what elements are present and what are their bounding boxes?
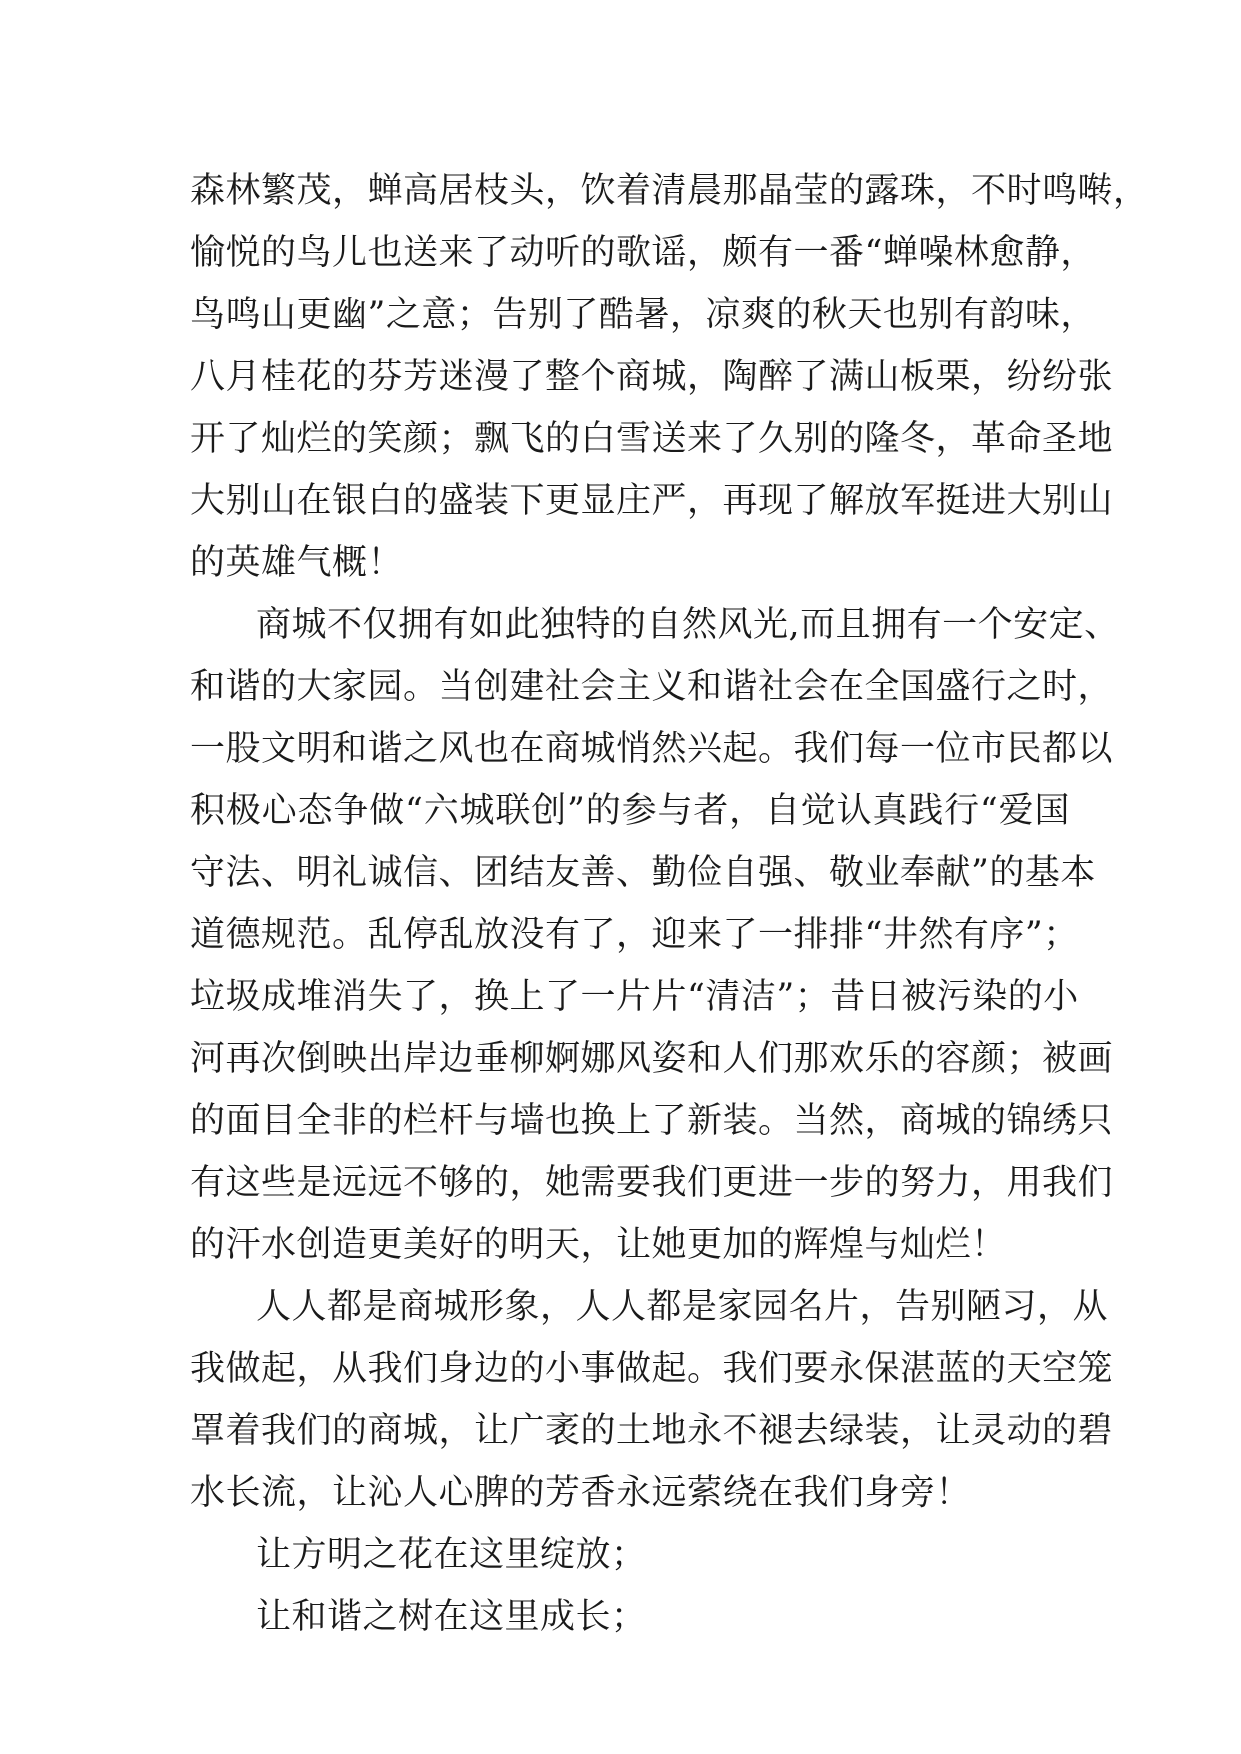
text-line: 罩着我们的商城，让广袤的土地永不褪去绿装，让灵动的碧: [190, 1411, 1114, 1451]
text-line: 水长流，让沁人心脾的芳香永远萦绕在我们身旁！: [190, 1473, 972, 1513]
text-line: 我做起，从我们身边的小事做起。我们要永保湛蓝的天空笼: [190, 1349, 1114, 1389]
text-line: 开了灿烂的笑颜；飘飞的白雪送来了久别的隆冬，革命圣地: [190, 419, 1114, 459]
text-line: 道德规范。乱停乱放没有了，迎来了一排排“井然有序”；: [190, 915, 1079, 955]
paragraph-start-line: 人人都是商城形象，人人都是家园名片，告别陋习，从: [256, 1287, 1109, 1327]
text-line: 的汗水创造更美好的明天，让她更加的辉煌与灿烂！: [190, 1225, 1007, 1265]
text-line: 八月桂花的芬芳迷漫了整个商城，陶醉了满山板栗，纷纷张: [190, 357, 1114, 397]
text-line: 愉悦的鸟儿也送来了动听的歌谣，颇有一番“蝉噪林愈静，: [190, 233, 1096, 273]
text-line: 和谐的大家园。当创建社会主义和谐社会在全国盛行之时，: [190, 667, 1114, 707]
text-line: 河再次倒映出岸边垂柳婀娜风姿和人们那欢乐的容颜；被画: [190, 1039, 1114, 1079]
text-line: 有这些是远远不够的，她需要我们更进一步的努力，用我们: [190, 1163, 1114, 1203]
text-line: 的面目全非的栏杆与墙也换上了新装。当然，商城的锦绣只: [190, 1101, 1114, 1141]
text-line: 守法、明礼诚信、团结友善、勤俭自强、敬业奉献”的基本: [190, 853, 1096, 893]
paragraph-start-line: 让和谐之树在这里成长；: [256, 1597, 647, 1637]
text-line: 积极心态争做“六城联创”的参与者，自觉认真践行“爱国: [190, 791, 1070, 831]
text-line: 大别山在银白的盛装下更显庄严，再现了解放军挺进大别山: [190, 481, 1114, 521]
text-line: 森林繁茂，蝉高居枝头，饮着清晨那晶莹的露珠，不时鸣啭，: [190, 171, 1149, 211]
text-line: 一股文明和谐之风也在商城悄然兴起。我们每一位市民都以: [190, 729, 1114, 769]
body-text: [190, 160, 1149, 1648]
text-line: 鸟鸣山更幽”之意；告别了酷暑，凉爽的秋天也别有韵味，: [190, 295, 1096, 335]
text-line: 垃圾成堆消失了，换上了一片片“清洁”；昔日被污染的小: [190, 977, 1079, 1017]
text-line: 的英雄气概！: [190, 543, 404, 583]
paragraph-start-line: 商城不仅拥有如此独特的自然风光,而且拥有一个安定、: [256, 605, 1120, 645]
paragraph-start-line: 让方明之花在这里绽放；: [256, 1535, 647, 1575]
